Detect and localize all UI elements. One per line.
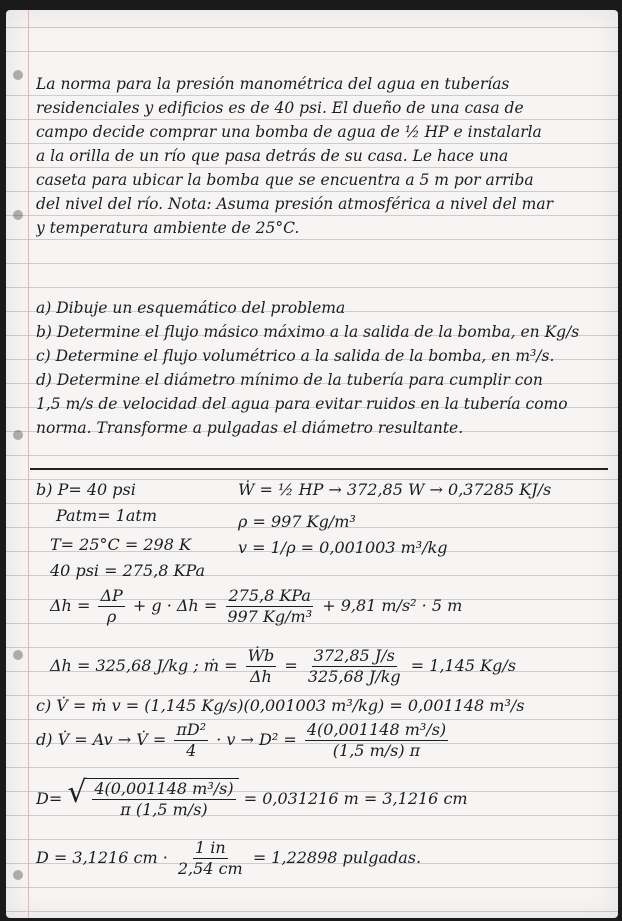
part-c-equation: c) V̇ = ṁ v = (1,145 Kg/s)(0,001003 m³/kg) = 0,001148 m³/s bbox=[36, 696, 525, 715]
binder-hole bbox=[13, 70, 23, 80]
question-line: d) Determine el diámetro mínimo de la tubería para cumplir con bbox=[36, 371, 543, 389]
head-mid: + g · Δh = bbox=[132, 596, 218, 615]
numerator: 4(0,001148 m³/s) bbox=[94, 779, 234, 798]
numerator: 1 in bbox=[194, 838, 226, 857]
denominator: 325,68 J/kg bbox=[307, 667, 401, 686]
denominator: (1,5 m/s) π bbox=[332, 741, 421, 760]
flow-equation bbox=[50, 646, 516, 687]
head-tail: + 9,81 m/s² · 5 m bbox=[322, 596, 463, 615]
specific-volume: v = 1/ρ = 0,001003 m³/kg bbox=[238, 538, 448, 557]
denominator: 4 bbox=[186, 741, 197, 760]
numerator: πD² bbox=[176, 720, 207, 739]
fraction bbox=[176, 838, 245, 879]
denominator: Δh bbox=[249, 667, 272, 686]
problem-line: y temperatura ambiente de 25°C. bbox=[36, 219, 300, 237]
binder-hole bbox=[13, 430, 23, 440]
binder-hole bbox=[13, 650, 23, 660]
fraction bbox=[174, 720, 208, 761]
question-line: b) Determine el flujo másico máximo a la salida de la bomba, en Kg/s bbox=[36, 323, 580, 341]
numerator: 372,85 J/s bbox=[313, 646, 395, 665]
pressure-conversion: 40 psi = 275,8 KPa bbox=[50, 561, 206, 580]
problem-line: La norma para la presión manométrica del agua en tuberías bbox=[36, 75, 510, 93]
problem-statement bbox=[36, 72, 606, 240]
temperature: T= 25°C = 298 K bbox=[50, 535, 191, 554]
question-line: norma. Transforme a pulgadas el diámetro resultante. bbox=[36, 419, 464, 437]
fraction bbox=[246, 646, 277, 687]
fraction bbox=[305, 720, 448, 761]
part-d-mid: · v → D² = bbox=[216, 730, 297, 749]
problem-line: caseta para ubicar la bomba que se encuentra a 5 m por arriba bbox=[36, 171, 534, 189]
atm-pressure: Patm= 1atm bbox=[56, 506, 157, 525]
problem-line: a la orilla de un río que pasa detrás de su casa. Le hace una bbox=[36, 147, 509, 165]
fraction bbox=[98, 586, 124, 627]
pressure-given: P= 40 psi bbox=[57, 480, 136, 499]
numerator: ΔP bbox=[100, 586, 123, 605]
fraction bbox=[306, 646, 403, 687]
square-root bbox=[67, 775, 238, 820]
head-lhs: Δh = bbox=[50, 596, 91, 615]
part-d-lhs: d) V̇ = Av → V̇ = bbox=[36, 730, 167, 749]
binder-hole bbox=[13, 210, 23, 220]
numerator: 275,8 KPa bbox=[228, 586, 311, 605]
inch-result: = 1,22898 pulgadas. bbox=[252, 848, 422, 867]
notebook-page bbox=[6, 10, 618, 918]
question-line: c) Determine el flujo volumétrico a la salida de la bomba, en m³/s. bbox=[36, 347, 555, 365]
radical-icon: √ bbox=[67, 775, 87, 810]
numerator: Ẇb bbox=[247, 646, 275, 665]
denominator: 997 Kg/m³ bbox=[227, 607, 313, 626]
inch-conversion bbox=[36, 838, 421, 879]
mass-flow-result: = 1,145 Kg/s bbox=[410, 656, 516, 675]
head-result: Δh = 325,68 J/kg bbox=[50, 656, 189, 675]
problem-line: del nivel del río. Nota: Asuma presión atmosférica a nivel del mar bbox=[36, 195, 553, 213]
denominator: 2,54 cm bbox=[177, 859, 243, 878]
inch-lhs: D = 3,1216 cm · bbox=[36, 848, 168, 867]
part-label: b) bbox=[36, 480, 53, 499]
denominator: π (1,5 m/s) bbox=[120, 800, 208, 819]
mass-flow-lhs: ; ṁ = bbox=[193, 656, 238, 675]
head-equation bbox=[50, 586, 462, 627]
diameter-result: = 0,031216 m = 3,1216 cm bbox=[243, 789, 468, 808]
fraction bbox=[225, 586, 314, 627]
problem-line: residenciales y edificios es de 40 psi. El dueño de una casa de bbox=[36, 99, 524, 117]
question-list bbox=[36, 296, 606, 440]
problem-line: campo decide comprar una bomba de agua de ½ HP e instalarla bbox=[36, 123, 542, 141]
diameter-lhs: D= bbox=[36, 789, 63, 808]
fraction bbox=[92, 779, 235, 820]
equals: = bbox=[284, 656, 298, 675]
part-b-label bbox=[36, 480, 136, 499]
part-d-equation bbox=[36, 720, 451, 761]
diameter-equation bbox=[36, 775, 468, 820]
density: ρ = 997 Kg/m³ bbox=[238, 512, 356, 531]
binder-hole bbox=[13, 870, 23, 880]
question-line: a) Dibuje un esquemático del problema bbox=[36, 299, 346, 317]
question-line: 1,5 m/s de velocidad del agua para evitar ruidos en la tubería como bbox=[36, 395, 568, 413]
section-divider bbox=[30, 468, 608, 470]
denominator: ρ bbox=[106, 607, 117, 626]
power-given: Ẇ = ½ HP → 372,85 W → 0,37285 KJ/s bbox=[238, 480, 552, 499]
margin-line bbox=[28, 10, 29, 918]
numerator: 4(0,001148 m³/s) bbox=[306, 720, 447, 739]
